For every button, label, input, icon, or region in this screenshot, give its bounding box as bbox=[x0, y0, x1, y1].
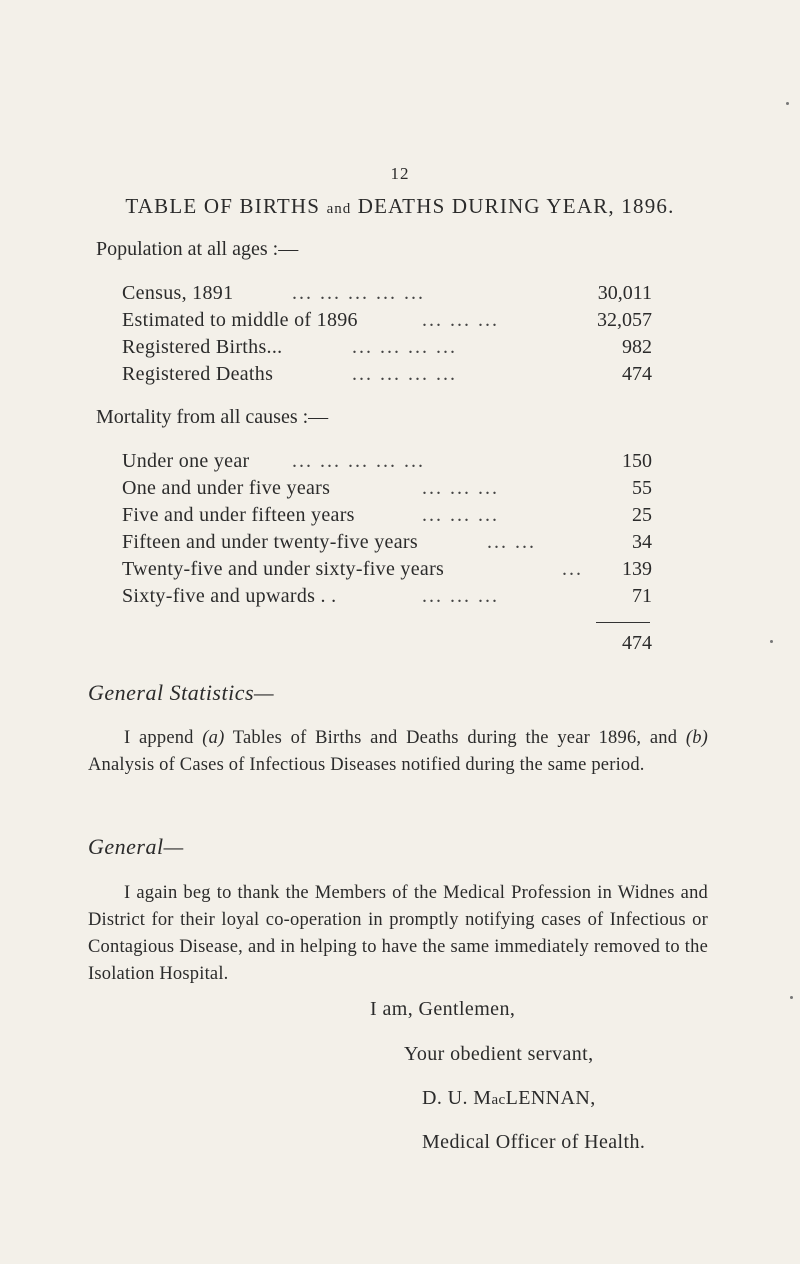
leader-dots: ... ... ... ... bbox=[352, 336, 457, 358]
row-value: 34 bbox=[632, 531, 652, 553]
paper-speck bbox=[770, 640, 773, 643]
row-label: Census, 1891 bbox=[122, 282, 234, 304]
leader-dots: ... ... ... ... ... bbox=[292, 282, 425, 304]
closing-servant: Your obedient servant, bbox=[404, 1043, 594, 1065]
row-label: Five and under fifteen years bbox=[122, 504, 355, 526]
closing-title: Medical Officer of Health. bbox=[422, 1131, 646, 1153]
row-value: 150 bbox=[622, 450, 652, 472]
table-row bbox=[122, 558, 682, 586]
row-label: Registered Births... bbox=[122, 336, 283, 358]
table-row bbox=[122, 450, 682, 478]
total-value: 474 bbox=[622, 632, 652, 654]
title-and: and bbox=[326, 201, 352, 217]
para-ital: (a) bbox=[202, 728, 225, 748]
row-label: Sixty-five and upwards . . bbox=[122, 585, 337, 607]
signature-part: LENNAN, bbox=[505, 1087, 596, 1109]
total-row bbox=[122, 632, 682, 660]
general-heading: General— bbox=[88, 834, 184, 859]
closing-signature bbox=[422, 1087, 596, 1110]
row-value: 474 bbox=[622, 363, 652, 385]
table-row bbox=[122, 531, 682, 559]
para-text: I again beg to thank the Members of the Medical Profession in Widnes and District for their loyal co-operation in promptly notifying cases of Infectious or Contagious Disease, and in helping to have the same immediately removed to the Isolation Hospital. bbox=[88, 883, 708, 984]
title-part2: DEATHS DURING YEAR, 1896. bbox=[357, 194, 675, 218]
leader-dots: ... bbox=[562, 558, 583, 580]
row-value: 55 bbox=[632, 477, 652, 499]
row-label: Estimated to middle of 1896 bbox=[122, 309, 358, 331]
leader-dots: ... ... ... bbox=[422, 585, 499, 607]
general-paragraph bbox=[88, 880, 708, 988]
row-value: 139 bbox=[622, 558, 652, 580]
table-row bbox=[122, 504, 682, 532]
closing-salutation: I am, Gentlemen, bbox=[370, 998, 516, 1020]
table-row bbox=[122, 336, 682, 364]
general-statistics-heading: General Statistics— bbox=[88, 680, 275, 705]
leader-dots: ... ... bbox=[487, 531, 536, 553]
leader-dots: ... ... ... bbox=[422, 477, 499, 499]
row-label: Registered Deaths bbox=[122, 363, 274, 385]
leader-dots: ... ... ... bbox=[422, 504, 499, 526]
table-row bbox=[122, 309, 682, 337]
row-label: Twenty-five and under sixty-five years bbox=[122, 558, 445, 580]
para-text: Analysis of Cases of Infectious Diseases notified during the same period. bbox=[88, 755, 645, 775]
row-value: 71 bbox=[632, 585, 652, 607]
para-text: I append bbox=[124, 728, 194, 748]
row-label: One and under five years bbox=[122, 477, 331, 499]
leader-dots: ... ... ... ... bbox=[352, 363, 457, 385]
leader-dots: ... ... ... ... ... bbox=[292, 450, 425, 472]
total-rule bbox=[596, 622, 650, 623]
row-value: 25 bbox=[632, 504, 652, 526]
population-label: Population at all ages :— bbox=[96, 238, 299, 260]
table-row bbox=[122, 477, 682, 505]
table-row bbox=[122, 363, 682, 391]
page-title bbox=[0, 194, 800, 219]
row-label: Under one year bbox=[122, 450, 250, 472]
leader-dots: ... ... ... bbox=[422, 309, 499, 331]
page-number: 12 bbox=[390, 164, 410, 183]
paper-speck bbox=[790, 996, 793, 999]
mortality-label: Mortality from all causes :— bbox=[96, 406, 329, 428]
para-text: Tables of Births and Deaths during the year 1896, and bbox=[232, 728, 678, 748]
row-value: 32,057 bbox=[597, 309, 652, 331]
general-statistics-paragraph bbox=[88, 725, 708, 779]
signature-part: ac bbox=[491, 1092, 506, 1108]
paper-speck bbox=[786, 102, 789, 105]
row-label: Fifteen and under twenty-five years bbox=[122, 531, 418, 553]
row-value: 30,011 bbox=[597, 282, 652, 304]
para-ital: (b) bbox=[685, 728, 709, 748]
signature-part: D. U. M bbox=[422, 1087, 492, 1109]
table-row bbox=[122, 282, 682, 310]
table-row bbox=[122, 585, 682, 613]
row-value: 982 bbox=[622, 336, 652, 358]
title-part1: TABLE OF BIRTHS bbox=[125, 194, 321, 218]
